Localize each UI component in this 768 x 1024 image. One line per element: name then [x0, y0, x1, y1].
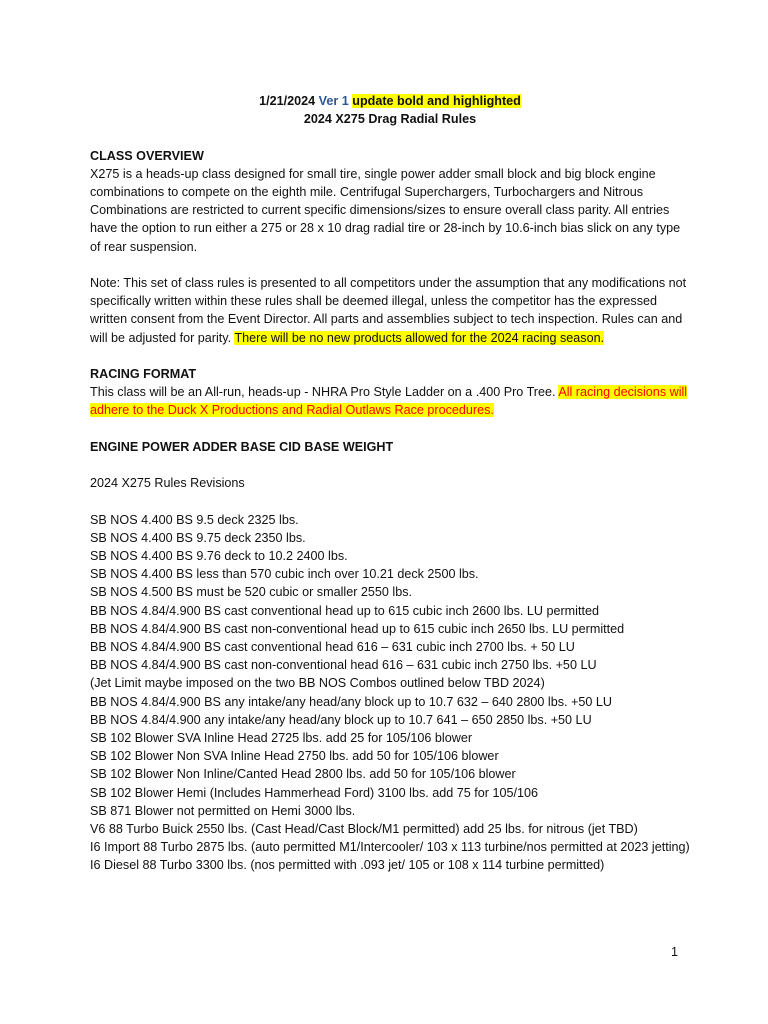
- rule-line: BB NOS 4.84/4.900 any intake/any head/any block up to 10.7 641 – 650 2850 lbs. +50 LU: [90, 712, 592, 727]
- revisions-title: 2024 X275 Rules Revisions: [90, 476, 245, 491]
- document-body: [90, 92, 690, 875]
- header-date: 1/21/2024: [259, 94, 316, 108]
- header-version: Ver 1: [318, 94, 349, 108]
- rule-line: SB 102 Blower Hemi (Includes Hammerhead Ford) 3100 lbs. add 75 for 105/106: [90, 785, 539, 800]
- rule-line: SB 102 Blower Non SVA Inline Head 2750 lbs. add 50 for 105/106 blower: [90, 749, 499, 764]
- rule-line: SB 871 Blower not permitted on Hemi 3000 lbs.: [90, 803, 356, 818]
- rule-line: SB NOS 4.400 BS 9.76 deck to 10.2 2400 lbs.: [90, 548, 348, 563]
- class-overview-body: X275 is a heads-up class designed for small tire, single power adder small block and big block engine combinations to compete on the eighth mile. Centrifugal Superchargers, Turbochargers and Nitrous Combinations are restricted to current specific dimensions/sizes to ensure overall class parity. All entries have the option to run either a 275 or 28 x 10 drag radial tire or 28-inch by 10.6-inch bias slick on any type of rear suspension.: [90, 166, 681, 254]
- rule-line: (Jet Limit maybe imposed on the two BB NOS Combos outlined below TBD 2024): [90, 676, 545, 691]
- engine-heading: ENGINE POWER ADDER BASE CID BASE WEIGHT: [90, 439, 394, 454]
- rule-line: SB NOS 4.400 BS less than 570 cubic inch over 10.21 deck 2500 lbs.: [90, 567, 479, 582]
- rule-line: SB 102 Blower SVA Inline Head 2725 lbs. add 25 for 105/106 blower: [90, 731, 473, 746]
- page-number: 1: [670, 945, 678, 959]
- class-overview-heading: CLASS OVERVIEW: [90, 148, 204, 163]
- rule-line: V6 88 Turbo Buick 2550 lbs. (Cast Head/Cast Block/M1 permitted) add 25 lbs. for nitrous (jet TBD): [90, 822, 638, 837]
- rule-line: BB NOS 4.84/4.900 BS cast non-conventional head up to 615 cubic inch 2650 lbs. LU permitted: [90, 621, 625, 636]
- racing-format-body: This class will be an All-run, heads-up - NHRA Pro Style Ladder on a .400 Pro Tree.: [90, 385, 559, 400]
- rule-line: SB 102 Blower Non Inline/Canted Head 2800 lbs. add 50 for 105/106 blower: [90, 767, 516, 782]
- rule-line: BB NOS 4.84/4.900 BS cast conventional head 616 – 631 cubic inch 2700 lbs. + 50 LU: [90, 640, 575, 654]
- rule-line: BB NOS 4.84/4.900 BS cast non-conventional head 616 – 631 cubic inch 2750 lbs. +50 LU: [90, 658, 597, 673]
- header-update-note: update bold and highlighted: [352, 94, 521, 108]
- rule-line: BB NOS 4.84/4.900 BS any intake/any head/any block up to 10.7 632 – 640 2800 lbs. +50 LU: [90, 694, 612, 709]
- rule-line: BB NOS 4.84/4.900 BS cast conventional head up to 615 cubic inch 2600 lbs. LU permitted: [90, 603, 599, 618]
- header-line: [90, 92, 690, 110]
- note-paragraph: [90, 274, 690, 347]
- note-highlight: There will be no new products allowed for the 2024 racing season.: [234, 330, 605, 345]
- rule-line: SB NOS 4.400 BS 9.75 deck 2350 lbs.: [90, 530, 306, 545]
- rule-line: SB NOS 4.400 BS 9.5 deck 2325 lbs.: [90, 512, 299, 527]
- racing-format-heading: RACING FORMAT: [90, 367, 197, 381]
- document-title: 2024 X275 Drag Radial Rules: [303, 112, 477, 127]
- rule-line: I6 Import 88 Turbo 2875 lbs. (auto permitted M1/Intercooler/ 103 x 113 turbine/nos permitted at 2023 jetting): [90, 840, 690, 855]
- note-body: Note: This set of class rules is presented to all competitors under the assumption that any modifications not specifically written within these rules shall be deemed illegal, unless the competitor has the expressed written consent from the Event Director. All parts and assemblies subject to tech inspection. Rules can and will be adjusted for parity.: [90, 276, 687, 345]
- racing-format-paragraph: [90, 383, 690, 419]
- rule-line: SB NOS 4.500 BS must be 520 cubic or smaller 2550 lbs.: [90, 585, 413, 600]
- rule-line: I6 Diesel 88 Turbo 3300 lbs. (nos permitted with .093 jet/ 105 or 108 x 114 turbine permitted): [90, 858, 605, 873]
- racing-format-highlight: All racing decisions will adhere to the Duck X Productions and Radial Outlaws Race procedures.: [90, 385, 688, 418]
